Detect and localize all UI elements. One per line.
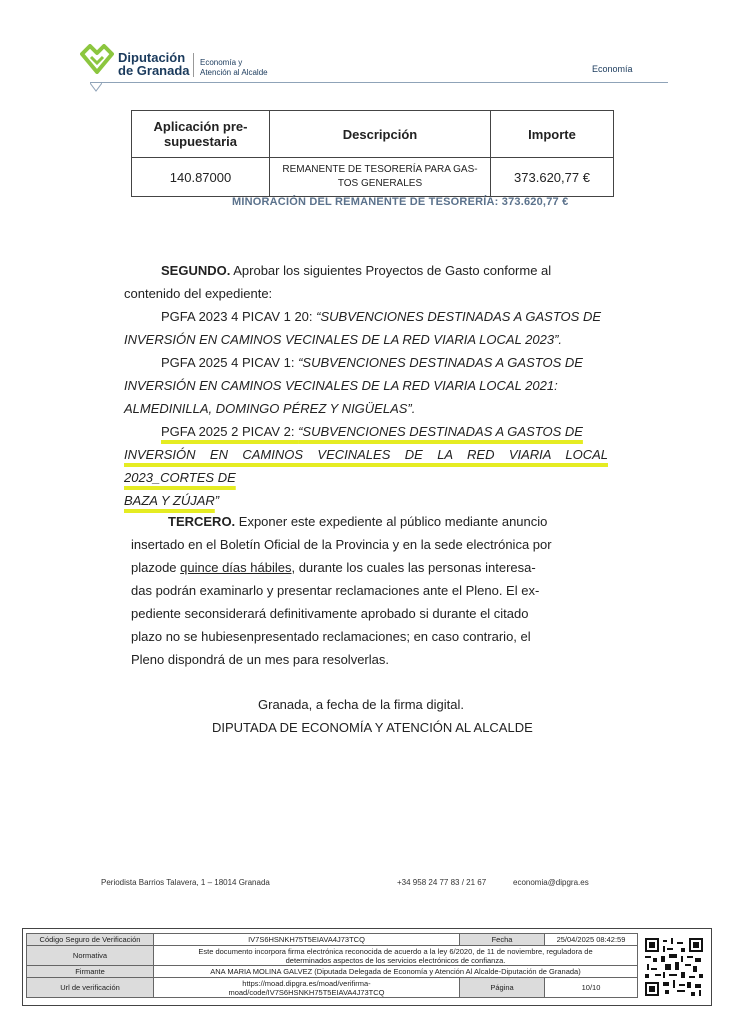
qr-code-icon[interactable] <box>645 938 703 996</box>
date-label: Fecha <box>460 934 545 946</box>
logo-name: Diputación de Granada <box>118 50 190 78</box>
logo-divider <box>193 53 194 77</box>
signer-title: DIPUTADA DE ECONOMÍA Y ATENCIÓN AL ALCALDE <box>212 720 533 735</box>
project-3-cont: INVERSIÓN EN CAMINOS VECINALES DE LA RED VIARIA LOCAL 2023_CORTES DE <box>124 447 608 485</box>
table-row <box>132 158 614 197</box>
project-2-cont2: ALMEDINILLA, DOMINGO PÉREZ Y NIGÜELAS”. <box>124 401 416 416</box>
footer-address: Periodista Barrios Talavera, 1 – 18014 Granada <box>101 878 270 887</box>
norm-label: Normativa <box>27 946 154 966</box>
tercero-heading: TERCERO. <box>168 514 236 529</box>
tercero-section: TERCERO. Exponer este expediente al público mediante anuncio insertado en el Boletín Oficial de la Provincia y en la sede electrónica por plazode quince días hábiles, durante los cuales las personas interesa- das podrán examinarlo y presentar reclamaciones ante el Pleno. El ex- pediente seconsiderará definitivamente aprobado si durante el citado plazo no se hubiesenpresentado reclamaciones; en caso contrario, el Pleno dispondrá de un mes para resolverlas. <box>131 514 552 667</box>
department-label: Economía <box>592 64 633 74</box>
logo-subtitle: Economía y Atención al Alcalde <box>200 58 268 77</box>
cell-description: REMANENTE DE TESORERÍA PARA GAS- TOS GENERALES <box>270 158 491 197</box>
col-header-application: Aplicación pre- supuestaria <box>132 111 270 158</box>
url-value[interactable]: https://moad.dipgra.es/moad/verifirma- moad/code/IV7S6HSNKH75T5EIAVA4J73TCQ <box>154 978 460 998</box>
cell-application: 140.87000 <box>132 158 270 197</box>
footer-phone: +34 958 24 77 83 / 21 67 <box>397 878 487 887</box>
footer-email[interactable]: economia@dipgra.es <box>513 878 589 887</box>
project-3-cont2: BAZA Y ZÚJAR” <box>124 493 220 508</box>
deadline-text: quince días hábiles <box>180 560 292 575</box>
col-header-description: Descripción <box>270 111 491 158</box>
date-value: 25/04/2025 08:42:59 <box>545 934 638 946</box>
csv-label: Código Seguro de Verificación <box>27 934 154 946</box>
csv-value: IV7S6HSNKH75T5EIAVA4J73TCQ <box>154 934 460 946</box>
signer-value: ANA MARIA MOLINA GALVEZ (Diputada Delegada de Economía y Atención Al Alcalde-Diputación de Granada) <box>154 966 638 978</box>
project-3: PGFA 2025 2 PICAV 2: “SUBVENCIONES DESTINADAS A GASTOS DE <box>161 424 583 439</box>
col-header-amount: Importe <box>491 111 614 158</box>
url-label: Url de verificación <box>27 978 154 998</box>
signer-label: Firmante <box>27 966 154 978</box>
remanente-total: MINORACIÓN DEL REMANENTE DE TESORERÍA: 373.620,77 € <box>232 196 569 208</box>
header-rule <box>90 82 668 83</box>
project-2-cont: INVERSIÓN EN CAMINOS VECINALES DE LA RED VIARIA LOCAL 2021: <box>124 378 558 393</box>
project-1: PGFA 2023 4 PICAV 1 20: “SUBVENCIONES DESTINADAS A GASTOS DE <box>161 309 601 324</box>
page-value: 10/10 <box>545 978 638 998</box>
project-2: PGFA 2025 4 PICAV 1: “SUBVENCIONES DESTINADAS A GASTOS DE <box>161 355 583 370</box>
header-chevron-icon <box>90 83 102 93</box>
budget-table <box>131 110 614 197</box>
segundo-intro-cont: contenido del expediente: <box>124 286 273 301</box>
diputacion-logo-icon <box>80 44 114 74</box>
norm-value: Este documento incorpora firma electrónica reconocida de acuerdo a la ley 6/2020, de 11 de noviembre, reguladora de determinados aspectos de los servicios electrónicos de confianza. <box>154 946 638 966</box>
segundo-intro: Aprobar los siguientes Proyectos de Gasto conforme al <box>230 263 552 278</box>
segundo-section <box>124 259 608 512</box>
cell-amount: 373.620,77 € <box>491 158 614 197</box>
verification-table <box>26 933 638 998</box>
project-1-cont: INVERSIÓN EN CAMINOS VECINALES DE LA RED VIARIA LOCAL 2023”. <box>124 332 563 347</box>
segundo-heading: SEGUNDO. <box>161 263 231 278</box>
place-date: Granada, a fecha de la firma digital. <box>258 697 464 712</box>
page-label: Página <box>460 978 545 998</box>
